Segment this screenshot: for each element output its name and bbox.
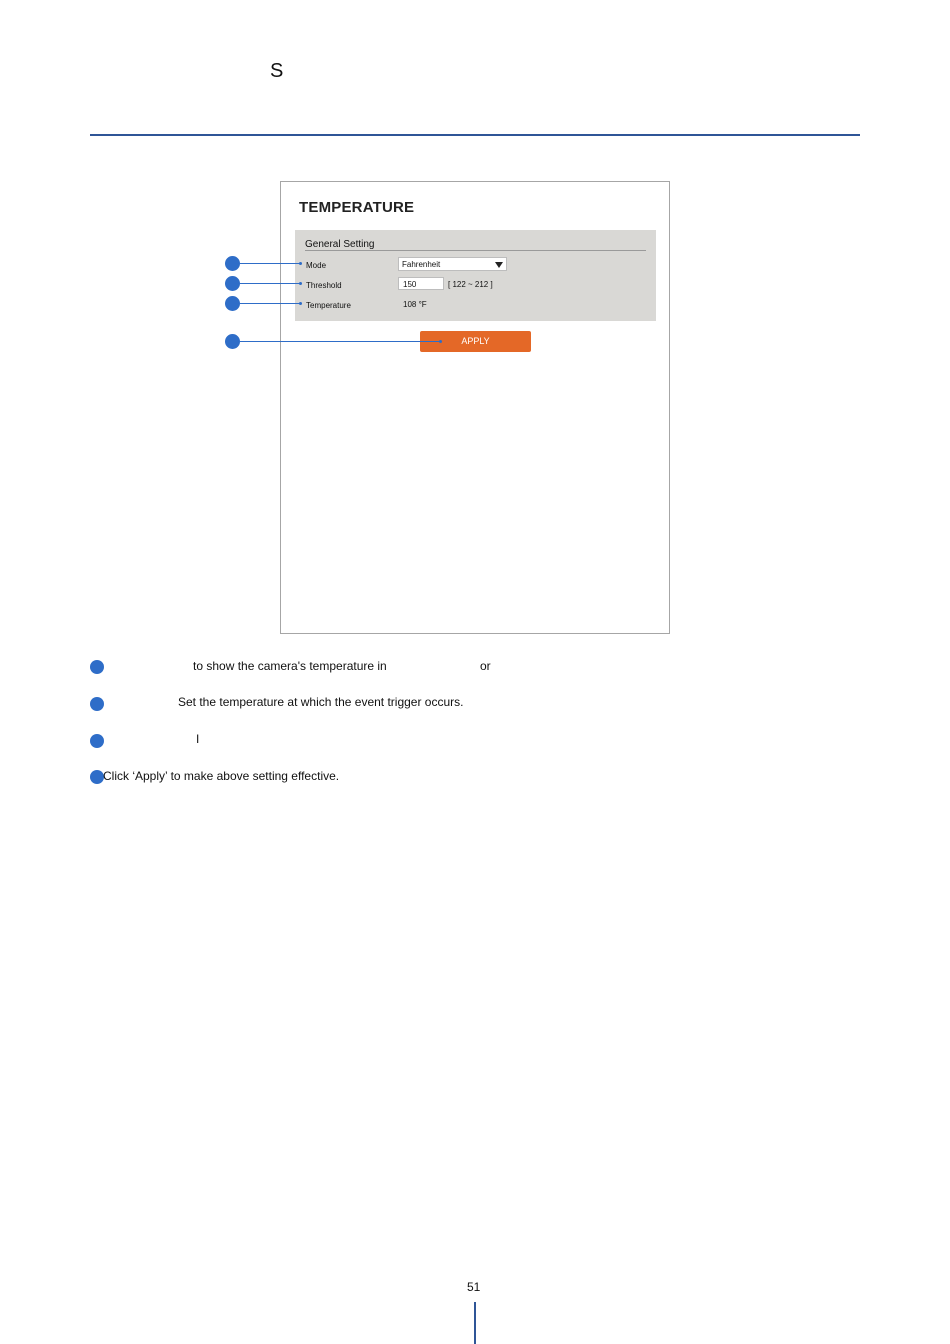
callout-4-marker bbox=[225, 334, 240, 349]
callout-3-line bbox=[240, 303, 300, 304]
temperature-value: 108 °F bbox=[403, 300, 427, 309]
footer-rule bbox=[474, 1302, 476, 1344]
callout-1-tip bbox=[299, 262, 302, 265]
threshold-label: Threshold bbox=[306, 281, 342, 290]
description-2-marker bbox=[90, 697, 104, 711]
header-rule bbox=[90, 134, 860, 136]
general-setting-heading: General Setting bbox=[305, 239, 375, 250]
callout-4-line bbox=[240, 341, 440, 342]
temperature-settings-screenshot bbox=[280, 181, 670, 634]
callout-2-line bbox=[240, 283, 300, 284]
description-2-text: Set the temperature at which the event trigger occurs. bbox=[178, 695, 464, 709]
callout-2-tip bbox=[299, 282, 302, 285]
callout-3-tip bbox=[299, 302, 302, 305]
general-setting-panel bbox=[295, 230, 656, 321]
section-heading-fragment: S bbox=[270, 60, 284, 82]
mode-select[interactable] bbox=[398, 257, 507, 271]
description-3-marker bbox=[90, 734, 104, 748]
callout-4-tip bbox=[439, 340, 442, 343]
callout-2-marker bbox=[225, 276, 240, 291]
mode-select-value: Fahrenheit bbox=[402, 260, 441, 269]
description-4-text: Click ‘Apply’ to make above setting effective. bbox=[103, 769, 340, 783]
dropdown-arrow-icon bbox=[495, 262, 503, 268]
threshold-input[interactable]: 150 bbox=[398, 277, 444, 290]
callout-1-marker bbox=[225, 256, 240, 271]
settings-title: TEMPERATURE bbox=[299, 199, 415, 216]
description-4-marker bbox=[90, 770, 104, 784]
mode-label: Mode bbox=[306, 261, 327, 270]
callout-1-line bbox=[240, 263, 300, 264]
description-1-text-b: or bbox=[480, 659, 491, 673]
threshold-range: [ 122 ~ 212 ] bbox=[448, 280, 493, 289]
panel-divider bbox=[305, 250, 646, 251]
description-1-text-a: to show the camera's temperature in bbox=[193, 659, 387, 673]
apply-button[interactable]: APPLY bbox=[420, 331, 531, 352]
description-3-text: I bbox=[196, 732, 200, 746]
description-1-marker bbox=[90, 660, 104, 674]
temperature-label: Temperature bbox=[306, 301, 351, 310]
callout-3-marker bbox=[225, 296, 240, 311]
page-number: 51 bbox=[467, 1280, 481, 1294]
